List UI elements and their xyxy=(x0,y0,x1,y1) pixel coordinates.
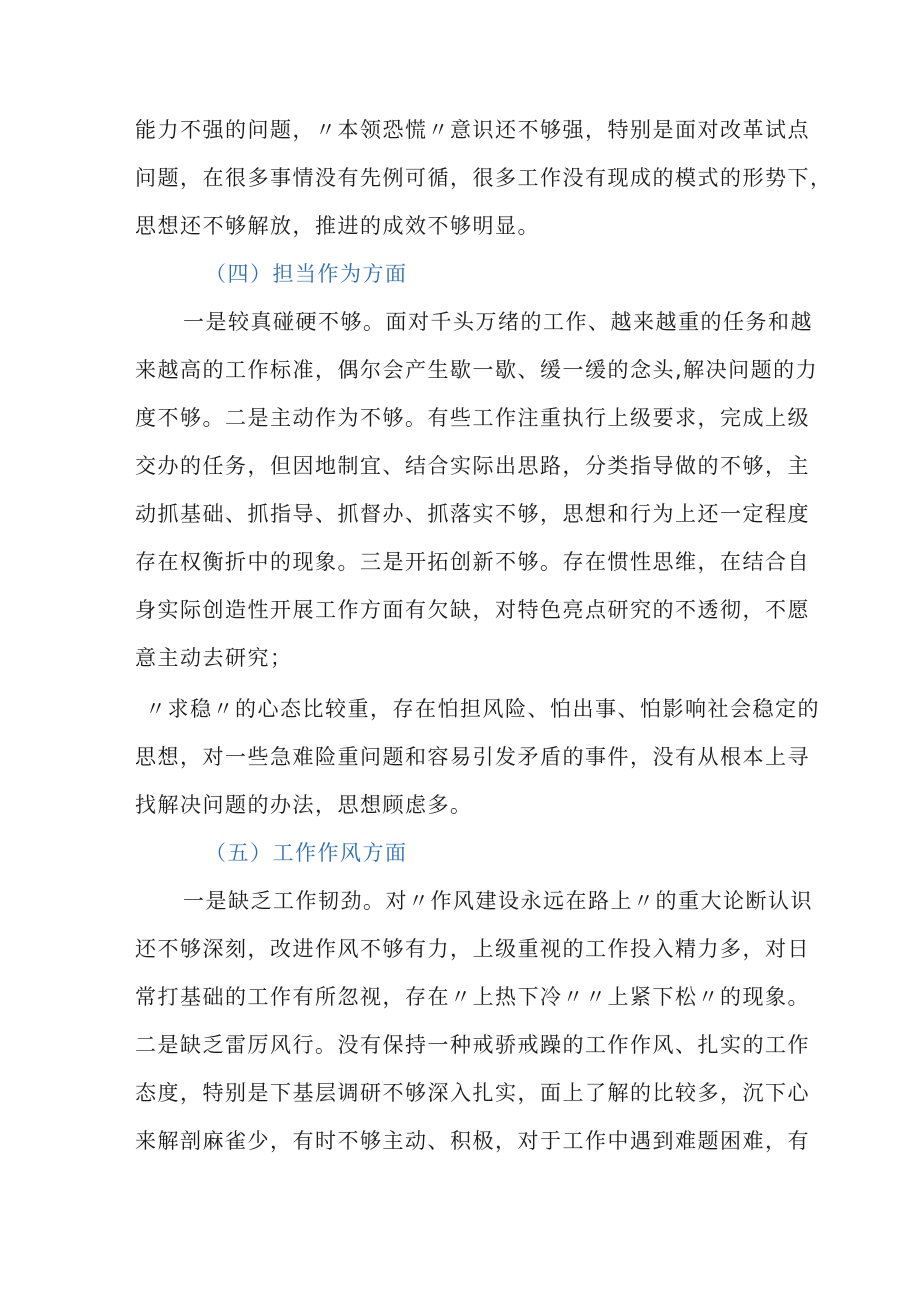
paragraph-line: 一是缺乏工作韧劲。对〃作风建设永远在路上〃的重大论断认识 xyxy=(183,889,813,913)
paragraph-line: 来解剖麻雀少，有时不够主动、积极，对于工作中遇到难题困难，有 xyxy=(135,1129,810,1153)
paragraph-line: 一是较真碰硬不够。面对千头万绪的工作、越来越重的任务和越 xyxy=(183,310,813,334)
paragraph-line: 找解决问题的办法，思想顾虑多。 xyxy=(135,793,473,817)
paragraph-line: 存在权衡折中的现象。三是开拓创新不够。存在惯性思维，在结合自 xyxy=(135,550,810,574)
paragraph-line: 还不够深刻，改进作风不够有力，上级重视的工作投入精力多，对日 xyxy=(135,937,810,961)
section-heading-4: （四）担当作为方面 xyxy=(205,262,408,286)
paragraph-line: 来越高的工作标准，偶尔会产生歇一歇、缓一缓的念头,解决问题的力 xyxy=(135,358,819,382)
paragraph-line: 动抓基础、抓指导、抓督办、抓落实不够，思想和行为上还一定程度 xyxy=(135,502,810,526)
section-heading-5: （五）工作作风方面 xyxy=(205,841,408,865)
paragraph-line: 身实际创造性开展工作方面有欠缺，对特色亮点研究的不透彻，不愿 xyxy=(135,598,810,622)
paragraph-line: 意主动去研究； xyxy=(135,646,293,670)
paragraph-line: 思想还不够解放，推进的成效不够明显。 xyxy=(135,214,540,238)
paragraph-line: 二是缺乏雷厉风行。没有保持一种戒骄戒躁的工作作风、扎实的工作 xyxy=(135,1033,810,1057)
paragraph-line: 交办的任务，但因地制宜、结合实际出思路，分类指导做的不够，主 xyxy=(135,454,810,478)
paragraph-line: 态度，特别是下基层调研不够深入扎实，面上了解的比较多，沉下心 xyxy=(135,1081,810,1105)
paragraph-line: 问题，在很多事情没有先例可循，很多工作没有现成的模式的形势下， xyxy=(135,166,833,190)
paragraph-line: 常打基础的工作有所忽视，存在〃上热下冷〃〃上紧下松〃的现象。 xyxy=(135,985,810,1009)
paragraph-line: 思想，对一些急难险重问题和容易引发矛盾的事件，没有从根本上寻 xyxy=(135,745,810,769)
paragraph-line: 〃求稳〃的心态比较重，存在怕担风险、怕出事、怕影响社会稳定的 xyxy=(145,697,820,721)
paragraph-line: 度不够。二是主动作为不够。有些工作注重执行上级要求，完成上级 xyxy=(135,406,810,430)
paragraph-line: 能力不强的问题，〃本领恐慌〃意识还不够强，特别是面对改革试点 xyxy=(135,118,810,142)
